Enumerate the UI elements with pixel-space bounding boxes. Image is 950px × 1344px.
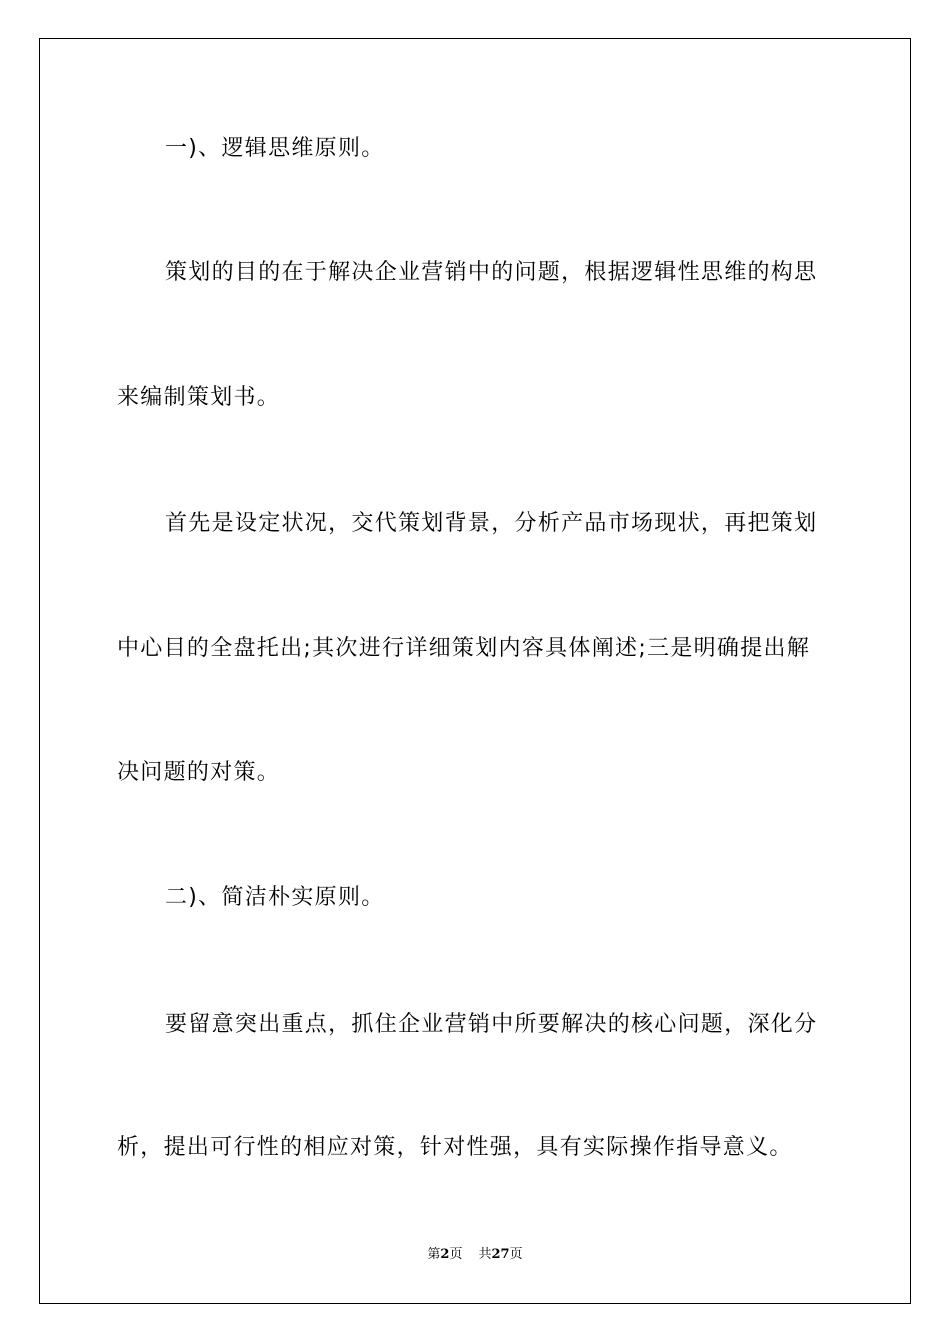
page-number: 2 [440,1247,450,1262]
total-suffix: 页 [509,1247,523,1262]
paragraph-line: 要留意突出重点，抓住企业营销中所要解决的核心问题，深化分 [165,1012,818,1037]
paragraph-line: 策划的目的在于解决企业营销中的问题，根据逻辑性思维的构思 [165,260,818,285]
paragraph-line: 首先是设定状况，交代策划背景，分析产品市场现状，再把策划 [165,511,818,536]
paragraph-line: 中心目的全盘托出;其次进行详细策划内容具体阐述;三是明确提出解 [117,636,811,661]
paragraph-line: 来编制策划书。 [117,385,281,410]
section-heading-simplicity: 二)、简洁朴实原则。 [165,885,385,910]
paragraph-line: 决问题的对策。 [117,760,281,785]
paragraph-line: 析，提出可行性的相应对策，针对性强，具有实际操作指导意义。 [117,1135,793,1160]
page-prefix: 第 [427,1247,441,1262]
page-border [39,38,911,1304]
total-prefix: 共 [478,1247,492,1262]
total-pages: 27 [491,1247,510,1262]
section-heading-logic: 一)、逻辑思维原则。 [165,136,385,161]
page-suffix: 页 [449,1247,463,1262]
page-footer [0,1246,950,1264]
